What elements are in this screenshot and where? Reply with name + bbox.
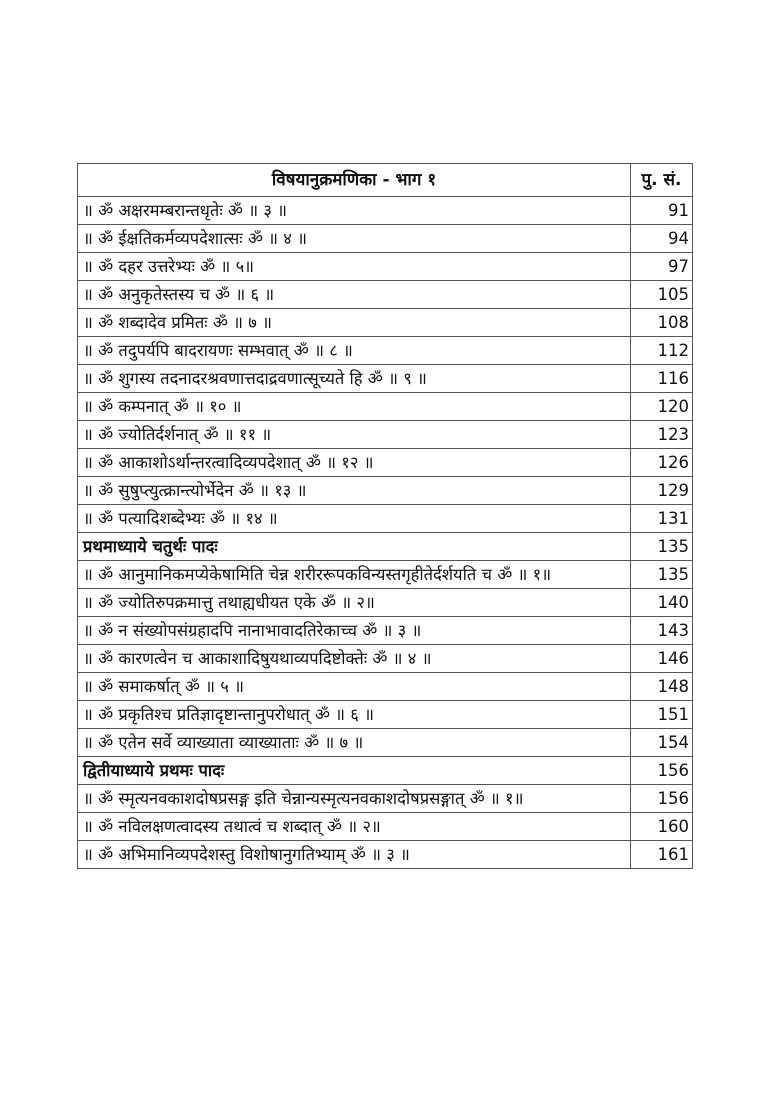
sutra-title: ॥ ॐ सुषुप्त्युत्क्रान्त्योर्भेदेन ॐ ॥ १३ ॥ bbox=[78, 477, 631, 505]
page-number: 112 bbox=[631, 337, 693, 365]
page-number: 129 bbox=[631, 477, 693, 505]
sutra-title: ॥ ॐ शुगस्य तदनादरश्रवणात्तदाद्रवणात्सूच्यते हि ॐ ॥ ९ ॥ bbox=[78, 365, 631, 393]
page-number: 146 bbox=[631, 645, 693, 673]
page-number: 94 bbox=[631, 225, 693, 253]
page-number: 135 bbox=[631, 533, 693, 561]
table-row bbox=[78, 477, 693, 505]
page-number: 151 bbox=[631, 701, 693, 729]
section-heading: प्रथमाध्याये चतुर्थः पादः bbox=[78, 533, 631, 561]
sutra-title: ॥ ॐ ज्योतिरुपक्रमात्तु तथाह्यधीयत एके ॐ ॥ २॥ bbox=[78, 589, 631, 617]
table-row bbox=[78, 645, 693, 673]
sutra-title: ॥ ॐ अक्षरमम्बरान्तधृतेः ॐ ॥ ३ ॥ bbox=[78, 197, 631, 225]
page-number: 154 bbox=[631, 729, 693, 757]
page-number: 105 bbox=[631, 281, 693, 309]
sutra-title: ॥ ॐ प्रकृतिश्च प्रतिज्ञादृष्टान्तानुपरोधात् ॐ ॥ ६ ॥ bbox=[78, 701, 631, 729]
sutra-title: ॥ ॐ अभिमानिव्यपदेशस्तु विशोषानुगतिभ्याम् ॐ ॥ ३ ॥ bbox=[78, 841, 631, 869]
table-row bbox=[78, 225, 693, 253]
contents-table bbox=[77, 163, 693, 869]
page-number: 156 bbox=[631, 757, 693, 785]
page-number: 140 bbox=[631, 589, 693, 617]
table-row bbox=[78, 449, 693, 477]
table-row bbox=[78, 785, 693, 813]
table-row bbox=[78, 701, 693, 729]
page-number: 126 bbox=[631, 449, 693, 477]
table-row bbox=[78, 841, 693, 869]
sutra-title: ॥ ॐ पत्यादिशब्देभ्यः ॐ ॥ १४ ॥ bbox=[78, 505, 631, 533]
page-number-header: पु. सं. bbox=[631, 164, 693, 197]
sutra-title: ॥ ॐ ज्योतिर्दर्शनात् ॐ ॥ ११ ॥ bbox=[78, 421, 631, 449]
page-number: 161 bbox=[631, 841, 693, 869]
table-row bbox=[78, 617, 693, 645]
contents-body bbox=[78, 197, 693, 869]
page-number: 156 bbox=[631, 785, 693, 813]
table-row bbox=[78, 309, 693, 337]
table-row bbox=[78, 813, 693, 841]
table-row bbox=[78, 197, 693, 225]
table-row bbox=[78, 281, 693, 309]
sutra-title: ॥ ॐ तदुपर्यपि बादरायणः सम्भवात् ॐ ॥ ८ ॥ bbox=[78, 337, 631, 365]
table-row bbox=[78, 561, 693, 589]
sutra-title: ॥ ॐ शब्दादेव प्रमितः ॐ ॥ ७ ॥ bbox=[78, 309, 631, 337]
page-number: 120 bbox=[631, 393, 693, 421]
sutra-title: ॥ ॐ स्मृत्यनवकाशदोषप्रसङ्ग इति चेन्नान्यस्मृत्यनवकाशदोषप्रसङ्गात् ॐ ॥ १॥ bbox=[78, 785, 631, 813]
table-row bbox=[78, 393, 693, 421]
table-header-row bbox=[78, 164, 693, 197]
sutra-title: ॥ ॐ आनुमानिकमप्येकेषामिति चेन्न शरीररूपकविन्यस्तगृहीतेर्दर्शयति च ॐ ॥ १॥ bbox=[78, 561, 631, 589]
page-number: 148 bbox=[631, 673, 693, 701]
page-number: 108 bbox=[631, 309, 693, 337]
table-row bbox=[78, 589, 693, 617]
page-number: 123 bbox=[631, 421, 693, 449]
sutra-title: ॥ ॐ न संख्योपसंग्रहादपि नानाभावादतिरेकाच्च ॐ ॥ ३ ॥ bbox=[78, 617, 631, 645]
section-heading: द्वितीयाध्याये प्रथमः पादः bbox=[78, 757, 631, 785]
sutra-title: ॥ ॐ कम्पनात् ॐ ॥ १० ॥ bbox=[78, 393, 631, 421]
table-row bbox=[78, 421, 693, 449]
sutra-title: ॥ ॐ समाकर्षात् ॐ ॥ ५ ॥ bbox=[78, 673, 631, 701]
page-number: 91 bbox=[631, 197, 693, 225]
sutra-title: ॥ ॐ कारणत्वेन च आकाशादिषुयथाव्यपदिष्टोक्तेः ॐ ॥ ४ ॥ bbox=[78, 645, 631, 673]
section-heading-row bbox=[78, 757, 693, 785]
sutra-title: ॥ ॐ एतेन सर्वे व्याख्याता व्याख्याताः ॐ ॥ ७ ॥ bbox=[78, 729, 631, 757]
table-row bbox=[78, 337, 693, 365]
sutra-title: ॥ ॐ आकाशोऽर्थान्तरत्वादिव्यपदेशात् ॐ ॥ १२ ॥ bbox=[78, 449, 631, 477]
page-number: 143 bbox=[631, 617, 693, 645]
contents-title: विषयानुक्रमणिका - भाग १ bbox=[78, 164, 631, 197]
table-row bbox=[78, 365, 693, 393]
table-row bbox=[78, 673, 693, 701]
section-heading-row bbox=[78, 533, 693, 561]
page-number: 116 bbox=[631, 365, 693, 393]
sutra-title: ॥ ॐ ईक्षतिकर्मव्यपदेशात्सः ॐ ॥ ४ ॥ bbox=[78, 225, 631, 253]
sutra-title: ॥ ॐ अनुकृतेस्तस्य च ॐ ॥ ६ ॥ bbox=[78, 281, 631, 309]
page-number: 160 bbox=[631, 813, 693, 841]
page-number: 135 bbox=[631, 561, 693, 589]
sutra-title: ॥ ॐ नविलक्षणत्वादस्य तथात्वं च शब्दात् ॐ ॥ २॥ bbox=[78, 813, 631, 841]
sutra-title: ॥ ॐ दहर उत्तरेभ्यः ॐ ॥ ५॥ bbox=[78, 253, 631, 281]
page-number: 131 bbox=[631, 505, 693, 533]
page-number: 97 bbox=[631, 253, 693, 281]
table-row bbox=[78, 253, 693, 281]
table-row bbox=[78, 505, 693, 533]
table-row bbox=[78, 729, 693, 757]
